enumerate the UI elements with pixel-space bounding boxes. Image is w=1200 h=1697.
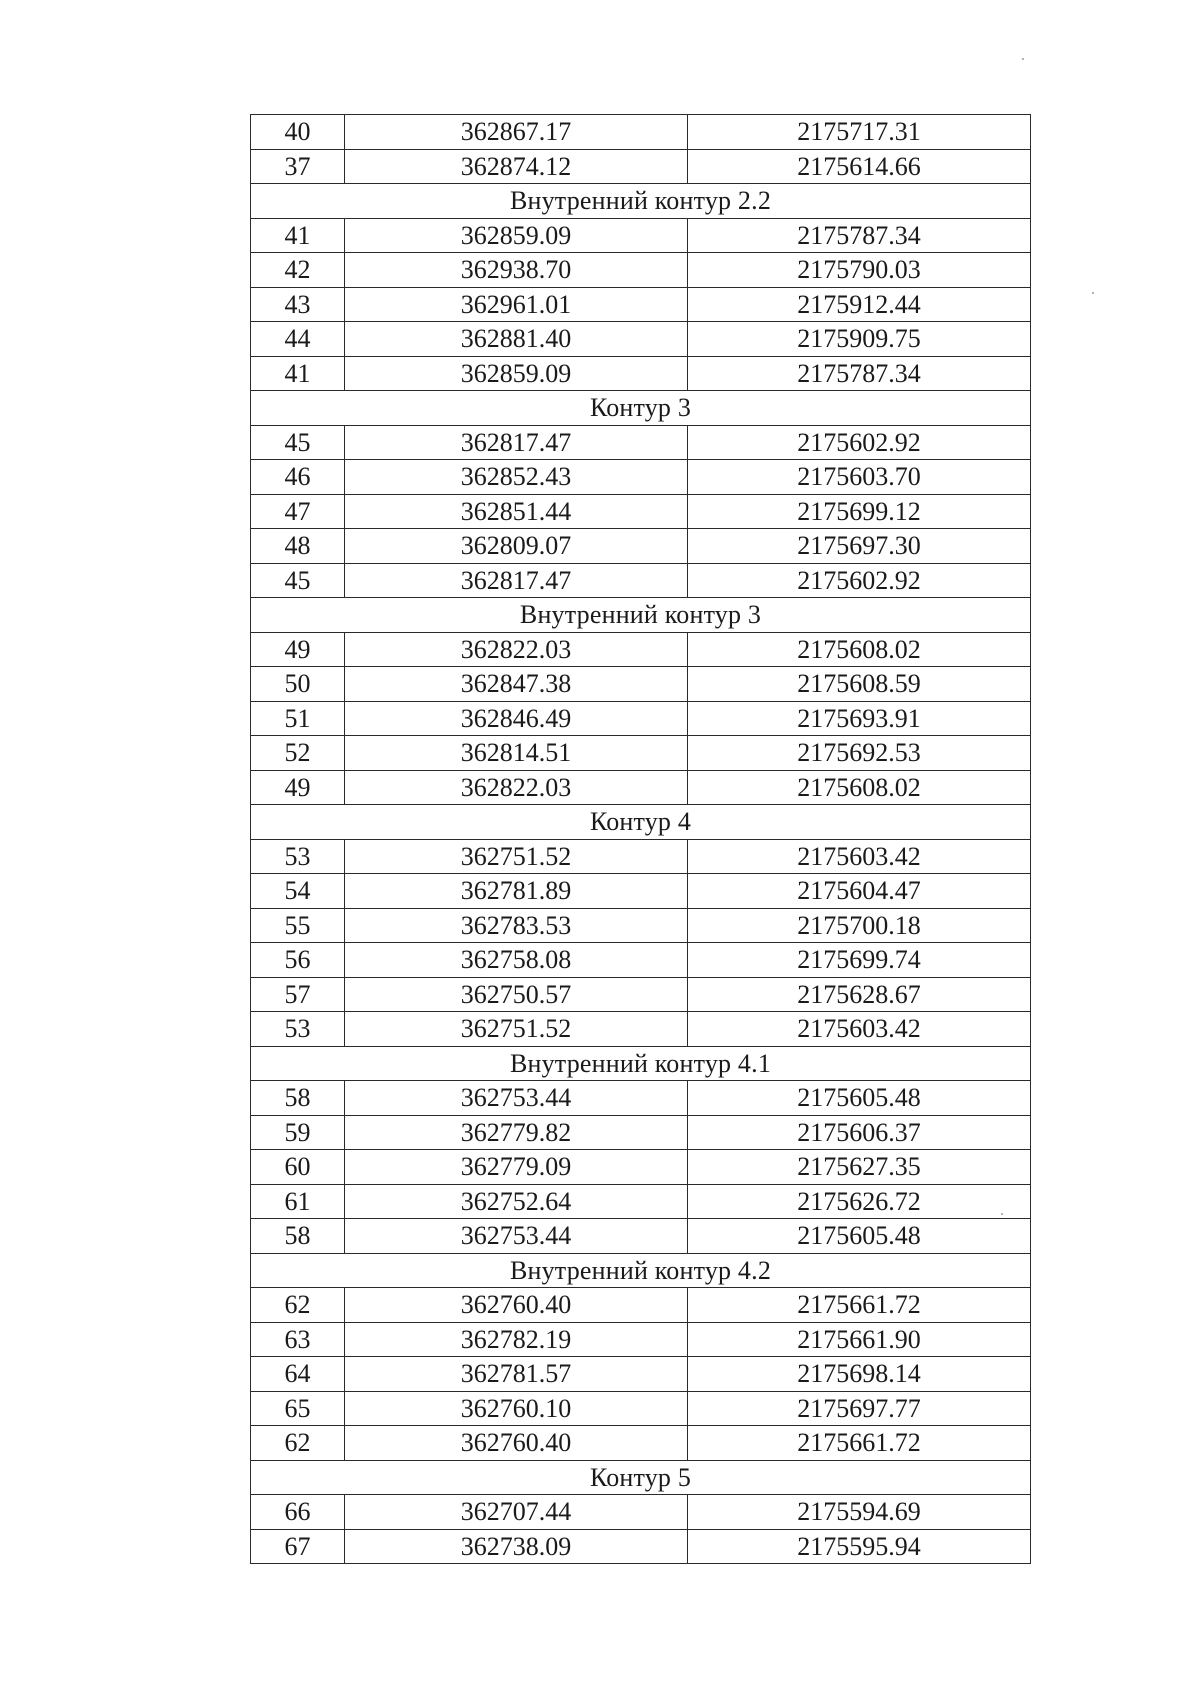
- point-number-cell: 48: [251, 529, 345, 564]
- point-number-cell: 56: [251, 943, 345, 978]
- table-row: [251, 770, 1031, 805]
- y-coordinate-cell: 2175697.30: [688, 529, 1031, 564]
- y-coordinate-cell: 2175693.91: [688, 701, 1031, 736]
- y-coordinate-cell: 2175787.34: [688, 356, 1031, 391]
- point-number-cell: 67: [251, 1529, 345, 1564]
- table-row: [251, 1495, 1031, 1530]
- y-coordinate-cell: 2175698.14: [688, 1357, 1031, 1392]
- x-coordinate-cell: 362851.44: [345, 494, 688, 529]
- x-coordinate-cell: 362760.10: [345, 1391, 688, 1426]
- x-coordinate-cell: 362881.40: [345, 322, 688, 357]
- x-coordinate-cell: 362938.70: [345, 253, 688, 288]
- x-coordinate-cell: 362847.38: [345, 667, 688, 702]
- y-coordinate-cell: 2175605.48: [688, 1219, 1031, 1254]
- coordinates-table: [250, 114, 1031, 1564]
- table-row: [251, 839, 1031, 874]
- y-coordinate-cell: 2175699.74: [688, 943, 1031, 978]
- y-coordinate-cell: 2175628.67: [688, 977, 1031, 1012]
- x-coordinate-cell: 362753.44: [345, 1081, 688, 1116]
- section-header-row: [251, 598, 1031, 633]
- table-row: [251, 253, 1031, 288]
- table-row: [251, 1219, 1031, 1254]
- table-row: [251, 1357, 1031, 1392]
- section-title: Внутренний контур 4.1: [251, 1046, 1031, 1081]
- point-number-cell: 62: [251, 1426, 345, 1461]
- section-header-row: [251, 805, 1031, 840]
- point-number-cell: 58: [251, 1081, 345, 1116]
- table-row: [251, 1426, 1031, 1461]
- table-row: [251, 1391, 1031, 1426]
- table-row: [251, 1322, 1031, 1357]
- y-coordinate-cell: 2175626.72: [688, 1184, 1031, 1219]
- table-row: [251, 322, 1031, 357]
- point-number-cell: 50: [251, 667, 345, 702]
- y-coordinate-cell: 2175627.35: [688, 1150, 1031, 1185]
- table-row: [251, 425, 1031, 460]
- section-title: Контур 4: [251, 805, 1031, 840]
- x-coordinate-cell: 362750.57: [345, 977, 688, 1012]
- table-row: [251, 494, 1031, 529]
- y-coordinate-cell: 2175595.94: [688, 1529, 1031, 1564]
- table-row: [251, 701, 1031, 736]
- point-number-cell: 45: [251, 425, 345, 460]
- scan-speck: [1092, 292, 1094, 294]
- table-row: [251, 115, 1031, 150]
- x-coordinate-cell: 362859.09: [345, 356, 688, 391]
- x-coordinate-cell: 362779.09: [345, 1150, 688, 1185]
- table-row: [251, 667, 1031, 702]
- y-coordinate-cell: 2175697.77: [688, 1391, 1031, 1426]
- point-number-cell: 59: [251, 1115, 345, 1150]
- y-coordinate-cell: 2175661.90: [688, 1322, 1031, 1357]
- point-number-cell: 57: [251, 977, 345, 1012]
- table-row: [251, 943, 1031, 978]
- table-row: [251, 1529, 1031, 1564]
- point-number-cell: 41: [251, 218, 345, 253]
- section-header-row: [251, 1253, 1031, 1288]
- x-coordinate-cell: 362846.49: [345, 701, 688, 736]
- point-number-cell: 44: [251, 322, 345, 357]
- table-row: [251, 632, 1031, 667]
- section-header-row: [251, 391, 1031, 426]
- x-coordinate-cell: 362874.12: [345, 149, 688, 184]
- x-coordinate-cell: 362752.64: [345, 1184, 688, 1219]
- section-title: Внутренний контур 4.2: [251, 1253, 1031, 1288]
- table-row: [251, 874, 1031, 909]
- x-coordinate-cell: 362760.40: [345, 1426, 688, 1461]
- point-number-cell: 65: [251, 1391, 345, 1426]
- table-row: [251, 736, 1031, 771]
- y-coordinate-cell: 2175700.18: [688, 908, 1031, 943]
- table-row: [251, 1081, 1031, 1116]
- y-coordinate-cell: 2175692.53: [688, 736, 1031, 771]
- y-coordinate-cell: 2175909.75: [688, 322, 1031, 357]
- x-coordinate-cell: 362817.47: [345, 563, 688, 598]
- y-coordinate-cell: 2175699.12: [688, 494, 1031, 529]
- y-coordinate-cell: 2175604.47: [688, 874, 1031, 909]
- scan-speck: [1022, 58, 1024, 60]
- point-number-cell: 58: [251, 1219, 345, 1254]
- x-coordinate-cell: 362822.03: [345, 632, 688, 667]
- y-coordinate-cell: 2175608.59: [688, 667, 1031, 702]
- table-row: [251, 1012, 1031, 1047]
- point-number-cell: 45: [251, 563, 345, 598]
- point-number-cell: 40: [251, 115, 345, 150]
- y-coordinate-cell: 2175661.72: [688, 1426, 1031, 1461]
- section-header-row: [251, 184, 1031, 219]
- point-number-cell: 43: [251, 287, 345, 322]
- point-number-cell: 62: [251, 1288, 345, 1323]
- x-coordinate-cell: 362781.89: [345, 874, 688, 909]
- table-row: [251, 460, 1031, 495]
- table-row: [251, 1115, 1031, 1150]
- x-coordinate-cell: 362817.47: [345, 425, 688, 460]
- x-coordinate-cell: 362753.44: [345, 1219, 688, 1254]
- table-row: [251, 1150, 1031, 1185]
- y-coordinate-cell: 2175912.44: [688, 287, 1031, 322]
- section-title: Внутренний контур 3: [251, 598, 1031, 633]
- table-row: [251, 149, 1031, 184]
- point-number-cell: 37: [251, 149, 345, 184]
- point-number-cell: 64: [251, 1357, 345, 1392]
- y-coordinate-cell: 2175603.42: [688, 1012, 1031, 1047]
- y-coordinate-cell: 2175717.31: [688, 115, 1031, 150]
- point-number-cell: 41: [251, 356, 345, 391]
- table-row: [251, 1184, 1031, 1219]
- x-coordinate-cell: 362758.08: [345, 943, 688, 978]
- point-number-cell: 63: [251, 1322, 345, 1357]
- y-coordinate-cell: 2175602.92: [688, 425, 1031, 460]
- y-coordinate-cell: 2175608.02: [688, 770, 1031, 805]
- table-row: [251, 356, 1031, 391]
- point-number-cell: 49: [251, 770, 345, 805]
- point-number-cell: 42: [251, 253, 345, 288]
- point-number-cell: 47: [251, 494, 345, 529]
- y-coordinate-cell: 2175603.42: [688, 839, 1031, 874]
- x-coordinate-cell: 362751.52: [345, 1012, 688, 1047]
- x-coordinate-cell: 362859.09: [345, 218, 688, 253]
- point-number-cell: 54: [251, 874, 345, 909]
- point-number-cell: 66: [251, 1495, 345, 1530]
- x-coordinate-cell: 362852.43: [345, 460, 688, 495]
- table-row: [251, 1288, 1031, 1323]
- point-number-cell: 49: [251, 632, 345, 667]
- x-coordinate-cell: 362738.09: [345, 1529, 688, 1564]
- y-coordinate-cell: 2175602.92: [688, 563, 1031, 598]
- y-coordinate-cell: 2175614.66: [688, 149, 1031, 184]
- point-number-cell: 51: [251, 701, 345, 736]
- x-coordinate-cell: 362822.03: [345, 770, 688, 805]
- x-coordinate-cell: 362867.17: [345, 115, 688, 150]
- x-coordinate-cell: 362779.82: [345, 1115, 688, 1150]
- y-coordinate-cell: 2175790.03: [688, 253, 1031, 288]
- coordinates-table-body: [251, 115, 1031, 1564]
- x-coordinate-cell: 362961.01: [345, 287, 688, 322]
- table-row: [251, 218, 1031, 253]
- scan-speck: [1001, 1213, 1003, 1215]
- y-coordinate-cell: 2175787.34: [688, 218, 1031, 253]
- x-coordinate-cell: 362781.57: [345, 1357, 688, 1392]
- table-row: [251, 977, 1031, 1012]
- y-coordinate-cell: 2175606.37: [688, 1115, 1031, 1150]
- point-number-cell: 60: [251, 1150, 345, 1185]
- x-coordinate-cell: 362809.07: [345, 529, 688, 564]
- table-row: [251, 563, 1031, 598]
- y-coordinate-cell: 2175661.72: [688, 1288, 1031, 1323]
- point-number-cell: 46: [251, 460, 345, 495]
- x-coordinate-cell: 362707.44: [345, 1495, 688, 1530]
- y-coordinate-cell: 2175605.48: [688, 1081, 1031, 1116]
- y-coordinate-cell: 2175594.69: [688, 1495, 1031, 1530]
- table-row: [251, 908, 1031, 943]
- section-header-row: [251, 1046, 1031, 1081]
- point-number-cell: 53: [251, 839, 345, 874]
- x-coordinate-cell: 362783.53: [345, 908, 688, 943]
- point-number-cell: 55: [251, 908, 345, 943]
- x-coordinate-cell: 362760.40: [345, 1288, 688, 1323]
- y-coordinate-cell: 2175603.70: [688, 460, 1031, 495]
- table-row: [251, 529, 1031, 564]
- point-number-cell: 52: [251, 736, 345, 771]
- section-header-row: [251, 1460, 1031, 1495]
- x-coordinate-cell: 362751.52: [345, 839, 688, 874]
- point-number-cell: 61: [251, 1184, 345, 1219]
- x-coordinate-cell: 362782.19: [345, 1322, 688, 1357]
- section-title: Контур 5: [251, 1460, 1031, 1495]
- point-number-cell: 53: [251, 1012, 345, 1047]
- section-title: Внутренний контур 2.2: [251, 184, 1031, 219]
- x-coordinate-cell: 362814.51: [345, 736, 688, 771]
- table-row: [251, 287, 1031, 322]
- section-title: Контур 3: [251, 391, 1031, 426]
- y-coordinate-cell: 2175608.02: [688, 632, 1031, 667]
